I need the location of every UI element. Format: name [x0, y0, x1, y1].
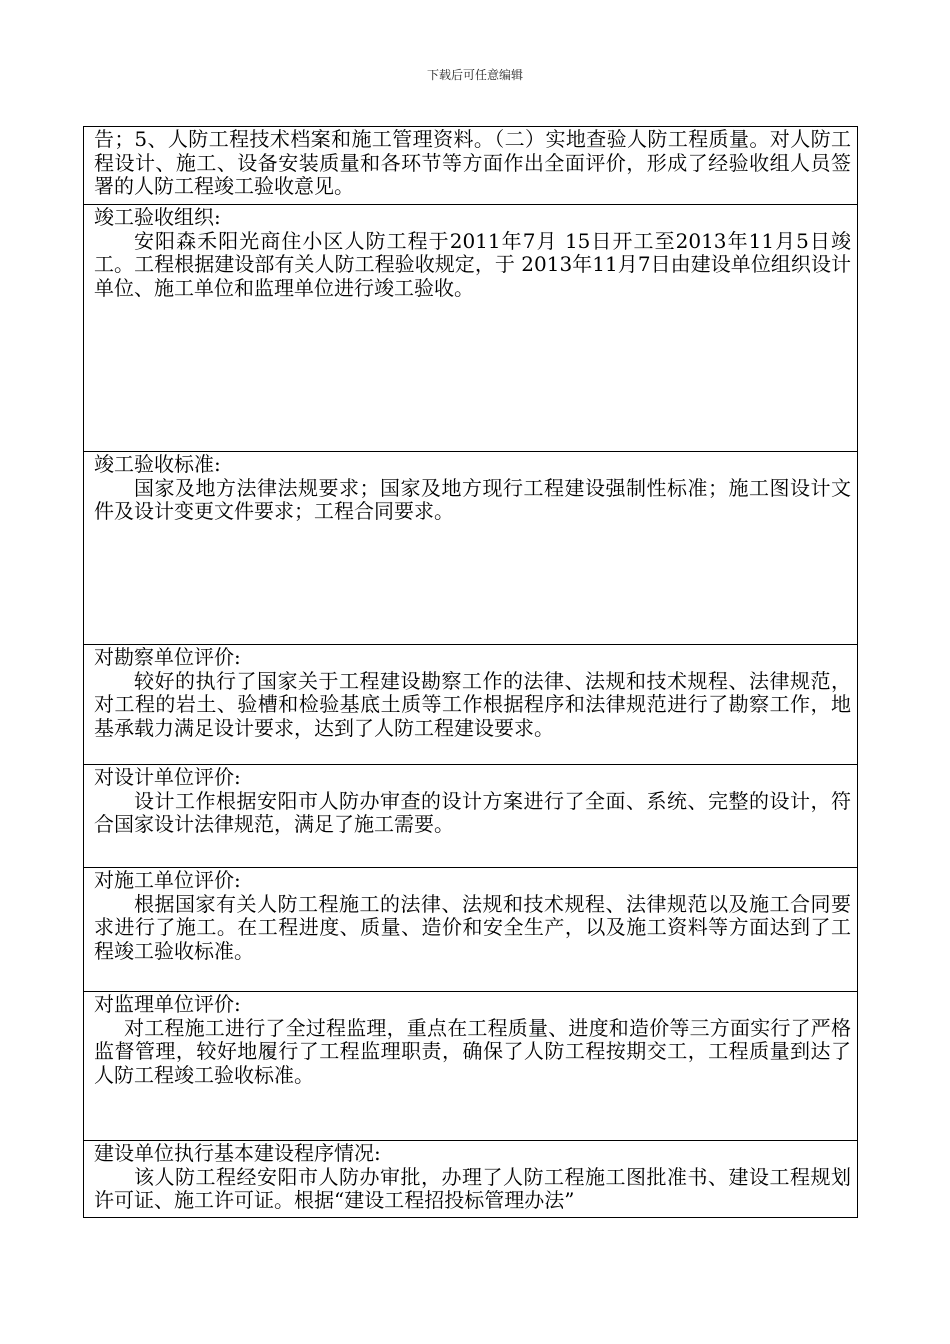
section-label: 建设单位执行基本建设程序情况:	[94, 1141, 381, 1165]
section-construction-unit-evaluation	[84, 867, 857, 991]
section-body: 设计工作根据安阳市人防办审查的设计方案进行了全面、系统、完整的设计，符合国家设计法律规范，满足了施工需要。	[94, 788, 851, 836]
section-label: 对勘察单位评价:	[94, 645, 241, 669]
page-header: 下载后可任意编辑	[426, 68, 523, 82]
acceptance-table	[83, 126, 858, 1218]
section-acceptance-standard	[84, 451, 857, 644]
section-survey-unit-evaluation	[84, 644, 857, 764]
section-body: 该人防工程经安阳市人防办审批，办理了人防工程施工图批准书、建设工程规划许可证、施工许可证。根据“建设工程招投标管理办法”	[94, 1164, 851, 1212]
section-body: 较好的执行了国家关于工程建设勘察工作的法律、法规和技术规程、法律规范，对工程的岩土、验槽和检验基底土质等工作根据程序和法律规范进行了勘察工作，地基承载力满足设计要求，达到了人防工程建设要求。	[94, 668, 851, 740]
section-body: 告；5、人防工程技术档案和施工管理资料。（二）实地查验人防工程质量。对人防工程设计、施工、设备安装质量和各环节等方面作出全面评价，形成了经验收组人员签署的人防工程竣工验收意见。	[94, 127, 851, 198]
section-label: 对设计单位评价:	[94, 765, 241, 789]
section-archive-inspection	[84, 127, 857, 204]
section-label: 对监理单位评价:	[94, 992, 241, 1016]
section-label: 竣工验收组织:	[94, 205, 221, 229]
section-body: 对工程施工进行了全过程监理，重点在工程质量、进度和造价等三方面实行了严格监督管理，较好地履行了工程监理职责，确保了人防工程按期交工，工程质量到达了人防工程竣工验收标准。	[94, 1015, 851, 1087]
section-body: 安阳森禾阳光商住小区人防工程于2011年7月 15日开工至2013年11月5日竣工。工程根据建设部有关人防工程验收规定，于 2013年11月7日由建设单位组织设计单位、施工单位和监理单位进行竣工验收。	[94, 228, 851, 300]
section-label: 竣工验收标准:	[94, 452, 221, 476]
section-label: 对施工单位评价:	[94, 868, 241, 892]
section-body: 根据国家有关人防工程施工的法律、法规和技术规程、法律规范以及施工合同要求进行了施工。在工程进度、质量、造价和安全生产，以及施工资料等方面达到了工程竣工验收标准。	[94, 891, 851, 963]
section-acceptance-organization	[84, 204, 857, 451]
section-body: 国家及地方法律法规要求；国家及地方现行工程建设强制性标准；施工图设计文件及设计变更文件要求；工程合同要求。	[94, 475, 851, 523]
section-design-unit-evaluation	[84, 764, 857, 867]
section-construction-procedure	[84, 1140, 857, 1217]
section-supervision-unit-evaluation	[84, 991, 857, 1140]
